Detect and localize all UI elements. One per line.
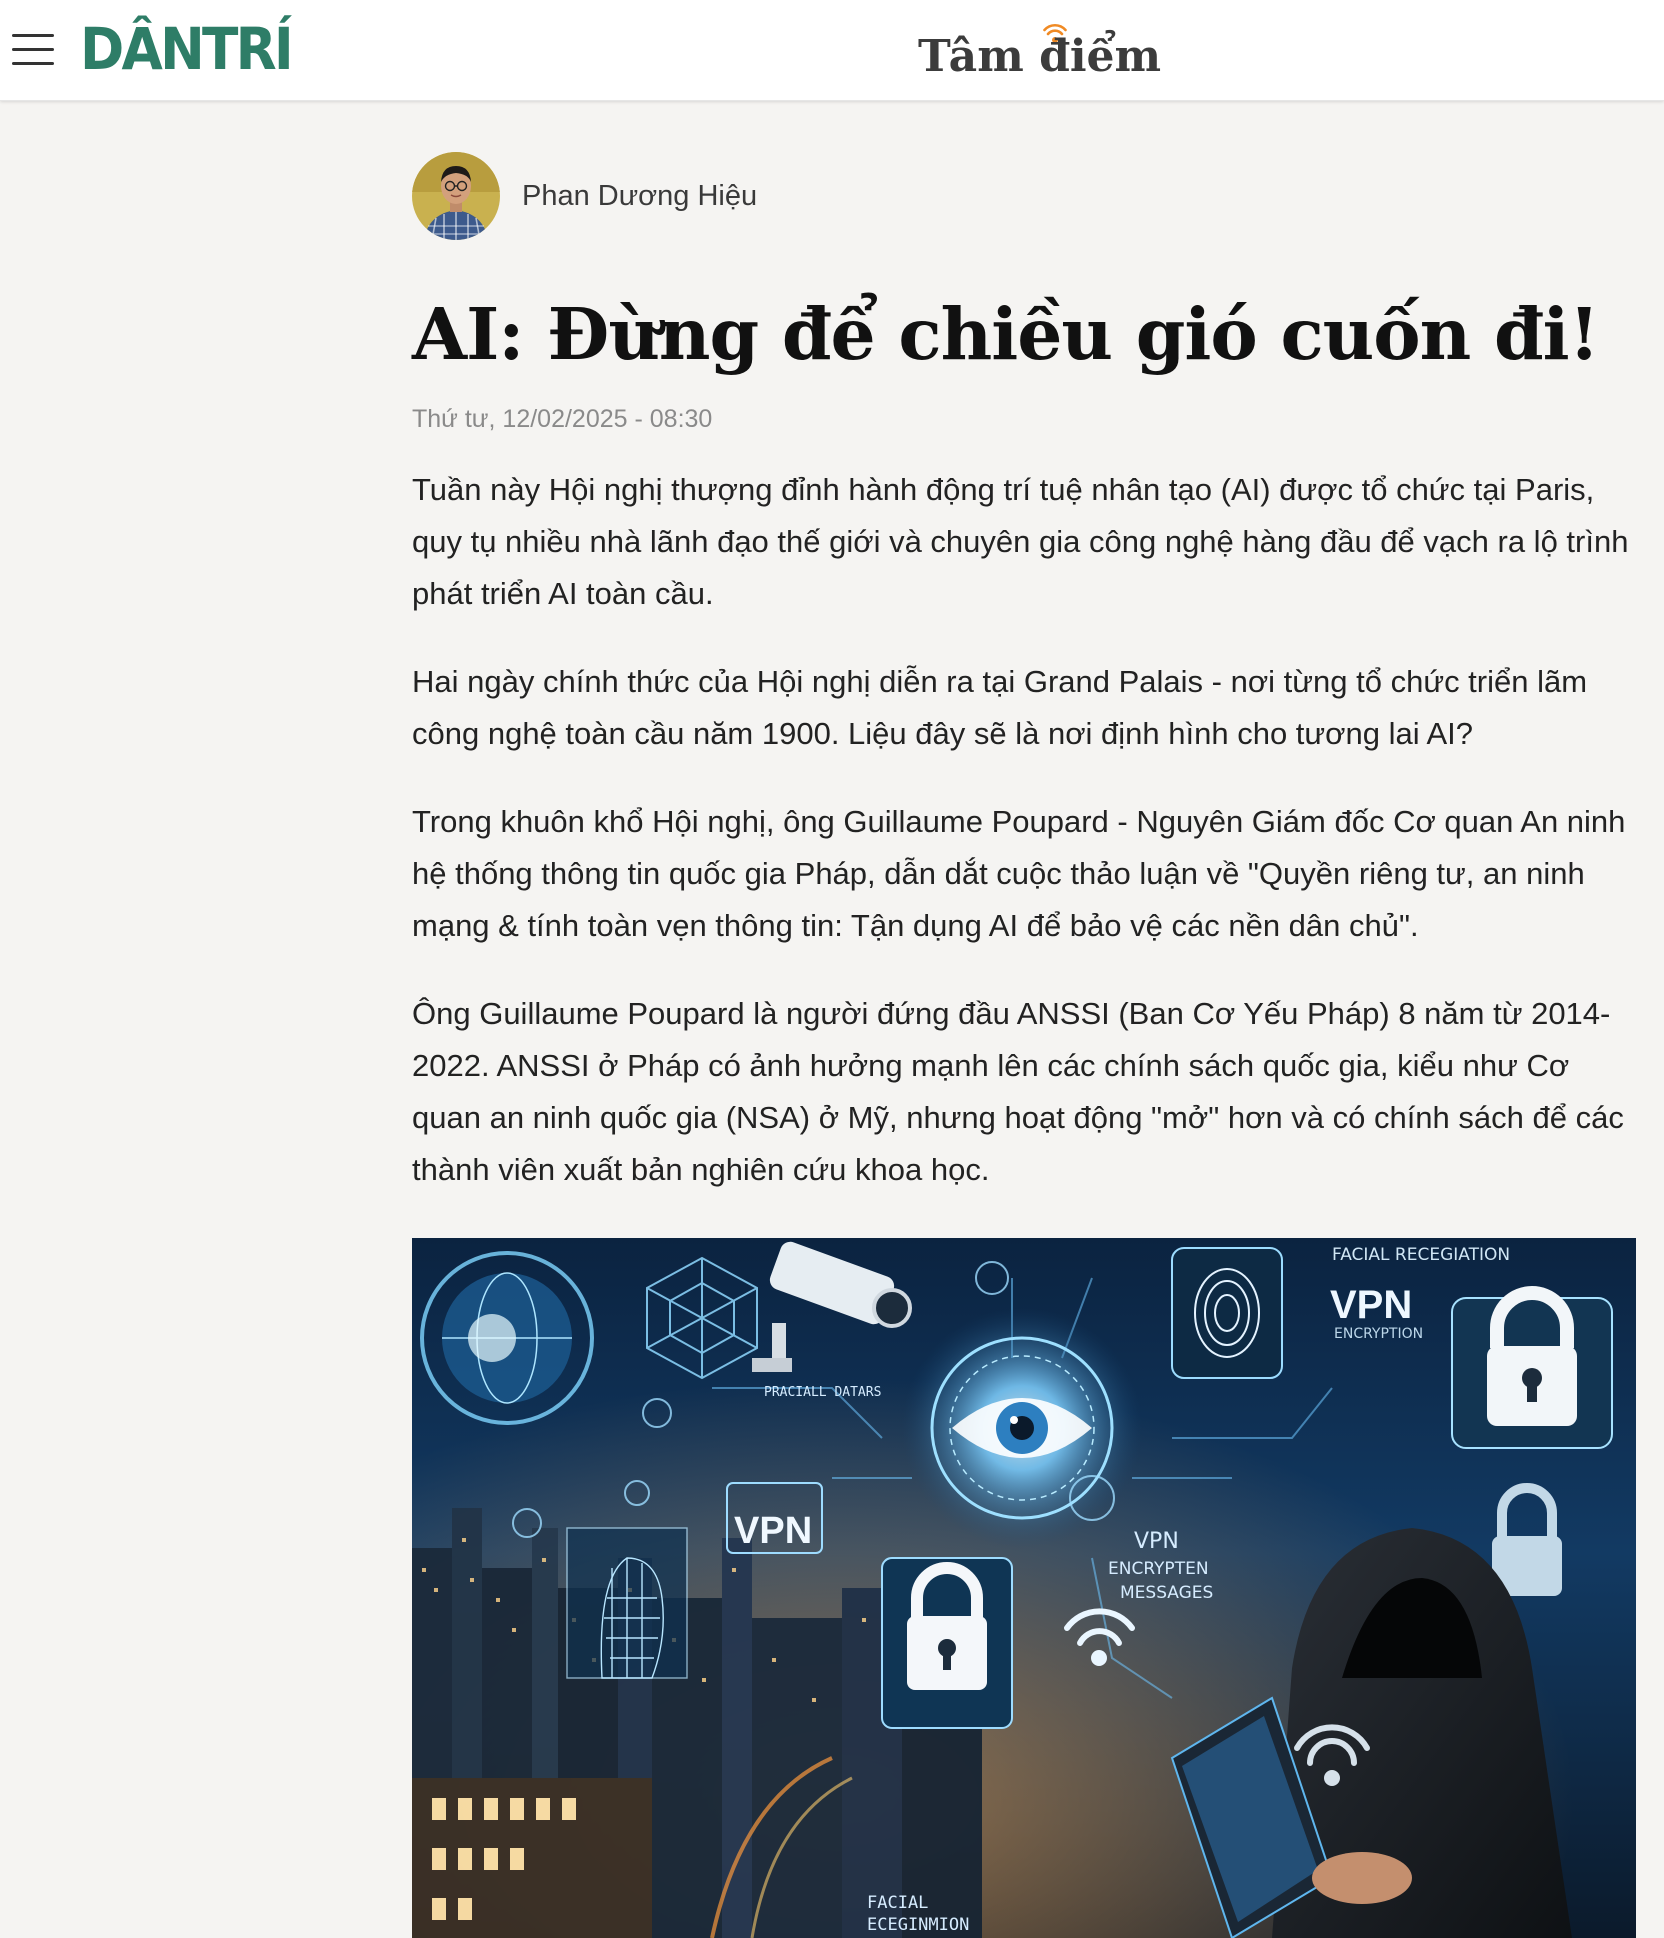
article-date: Thứ tư, 12/02/2025 - 08:30 <box>412 404 713 433</box>
image-label: VPN <box>734 1509 813 1552</box>
article-paragraph: Ông Guillaume Poupard là người đứng đầu ANSSI (Ban Cơ Yếu Pháp) 8 năm từ 2014-2022. ANSSI ở Pháp có ảnh hưởng mạnh lên các chính sách quốc gia, kiểu như Cơ quan an ninh quốc gia (NSA) ở Mỹ, nhưng hoạt động "mở" hơn và có chính sách để các thành viên xuất bản nghiên cứu khoa học. <box>412 995 1624 1187</box>
image-label: VPN <box>1134 1528 1179 1554</box>
fingerprint-graphic <box>1172 1248 1282 1378</box>
article-paragraph: Trong khuôn khổ Hội nghị, ông Guillaume Poupard - Nguyên Giám đốc Cơ quan An ninh hệ thống thông tin quốc gia Pháp, dẫn dắt cuộc thảo luận về "Quyền riêng tư, an ninh mạng & tính toàn vẹn thông tin: Tận dụng AI để bảo vệ các nền dân chủ". <box>412 803 1626 943</box>
eye-graphic <box>902 1308 1142 1548</box>
image-label: PRACIALL DATARS <box>764 1384 882 1400</box>
author-avatar[interactable] <box>412 152 500 240</box>
face-wireframe-graphic <box>567 1528 687 1678</box>
article-body <box>412 464 1636 1196</box>
image-label: ECEGINMION <box>867 1914 970 1935</box>
image-label: FACIAL RECEGIATION <box>1332 1244 1511 1265</box>
author-block <box>412 150 1636 242</box>
image-label: ENCRYPTION <box>1334 1325 1424 1342</box>
site-logo[interactable]: DÂNTRÍ <box>80 15 292 83</box>
image-label: FACIAL <box>867 1892 929 1913</box>
image-label: VPN <box>1330 1282 1413 1327</box>
globe-graphic <box>422 1253 592 1423</box>
hamburger-menu-icon[interactable] <box>8 28 56 68</box>
image-label: ENCRYPTEN <box>1108 1558 1209 1579</box>
article-image[interactable] <box>412 1238 1636 1938</box>
article <box>412 150 1636 1938</box>
site-header <box>0 0 1664 101</box>
author-name[interactable]: Phan Dương Hiệu <box>522 179 758 212</box>
article-paragraph: Tuần này Hội nghị thượng đỉnh hành động trí tuệ nhân tạo (AI) được tổ chức tại Paris, quy tụ nhiều nhà lãnh đạo thế giới và chuyên gia công nghệ hàng đầu để vạch ra lộ trình phát triển AI toàn cầu. <box>412 471 1629 611</box>
padlock-graphic <box>882 1558 1012 1728</box>
image-label: MESSAGES <box>1120 1582 1214 1603</box>
section-title[interactable]: Tâm điểm <box>918 31 1162 82</box>
article-paragraph: Hai ngày chính thức của Hội nghị diễn ra tại Grand Palais - nơi từng tổ chức triển lãm công nghệ toàn cầu năm 1900. Liệu đây sẽ là nơi định hình cho tương lai AI? <box>412 663 1588 751</box>
article-title: AI: Đừng để chiều gió cuốn đi! <box>412 292 1599 376</box>
padlock-graphic <box>1452 1293 1612 1448</box>
